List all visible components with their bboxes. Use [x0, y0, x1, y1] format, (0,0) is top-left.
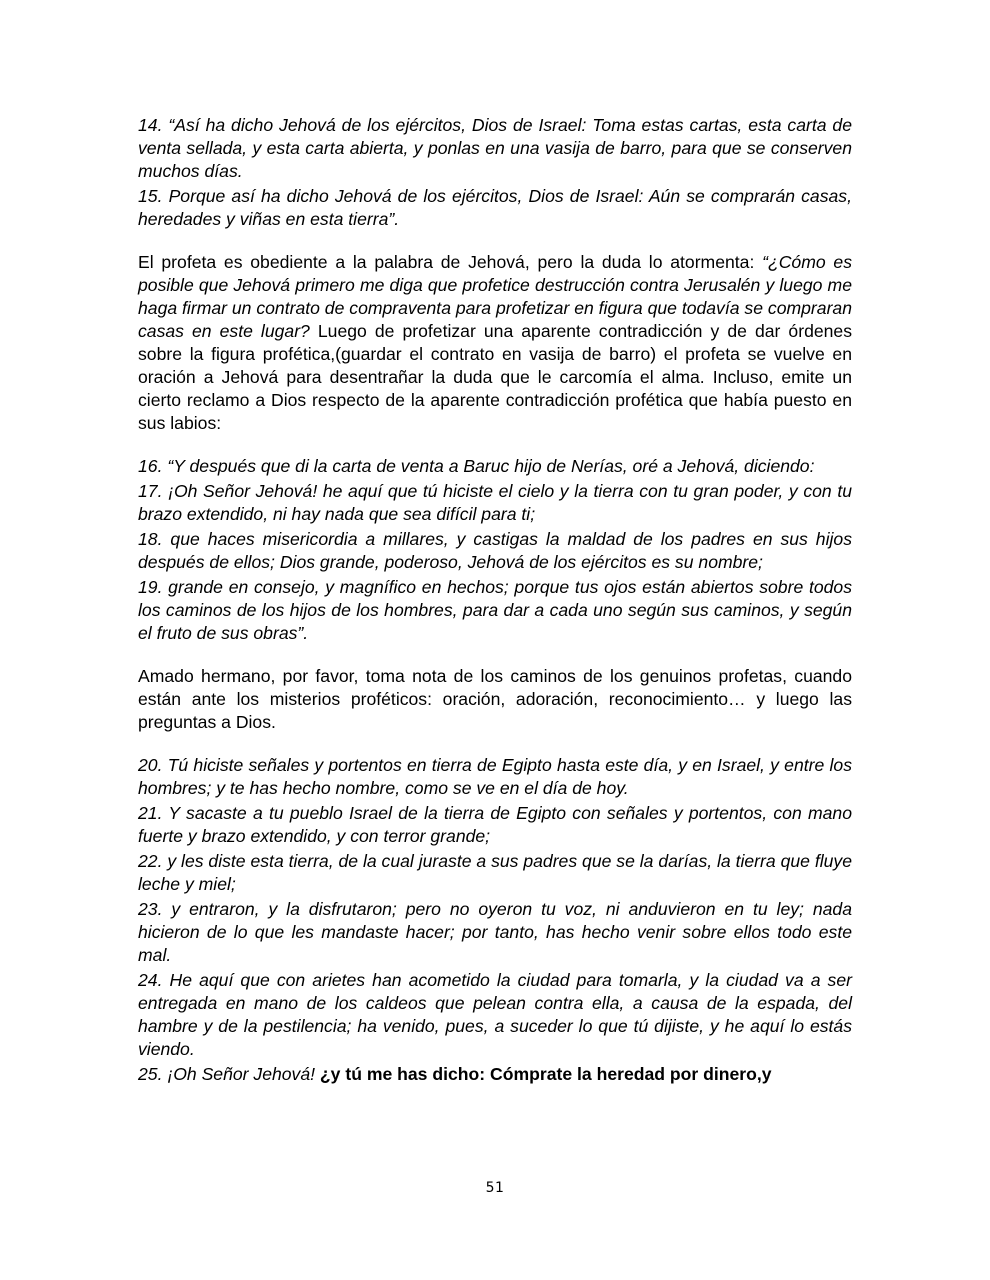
- verse-15: 15. Porque así ha dicho Jehová de los ejércitos, Dios de Israel: Aún se comprarán casas, heredades y viñas en esta tierra”.: [138, 186, 852, 229]
- commentary-paragraph-2: Amado hermano, por favor, toma nota de los caminos de los genuinos profetas, cuando están ante los misterios proféticos: oración, adoración, reconocimiento… y luego las preguntas a Dios.: [138, 666, 852, 732]
- page-body: [138, 114, 852, 1088]
- verse-18: 18. que haces misericordia a millares, y castigas la maldad de los padres en sus hijos después de ellos; Dios grande, poderoso, Jehová de los ejércitos es su nombre;: [138, 529, 852, 572]
- verse-22: 22. y les diste esta tierra, de la cual juraste a sus padres que se la darías, la tierra que fluye leche y miel;: [138, 851, 852, 894]
- verse-17: 17. ¡Oh Señor Jehová! he aquí que tú hiciste el cielo y la tierra con tu gran poder, y con tu brazo extendido, ni hay nada que sea difícil para ti;: [138, 481, 852, 524]
- verse-23: 23. y entraron, y la disfrutaron; pero no oyeron tu voz, ni anduvieron en tu ley; nada hicieron de lo que les mandaste hacer; por tanto, has hecho venir sobre ellos todo este mal.: [138, 899, 852, 965]
- commentary-rest: Luego de profetizar una aparente contradicción y de dar órdenes sobre la figura profética,(guardar el contrato en vasija de barro) el profeta se vuelve en oración a Jehová para desentrañar la duda que le carcomía el alma. Incluso, emite un cierto reclamo a Dios respecto de la aparente contradicción profética que había puesto en sus labios:: [138, 321, 853, 433]
- verse-25: [138, 1063, 852, 1086]
- commentary-lead: El profeta es obediente a la palabra de Jehová, pero la duda lo atormenta:: [138, 252, 763, 272]
- verse-24: 24. He aquí que con arietes han acometido la ciudad para tomarla, y la ciudad va a ser entregada en mano de los caldeos que pelean contra ella, a causa de la espada, del hambre y de la pestilencia; ha venido, pues, a suceder lo que tú dijiste, y he aquí lo estás viendo.: [138, 970, 852, 1059]
- verse-19: 19. grande en consejo, y magnífico en hechos; porque tus ojos están abiertos sobre todos los caminos de los hijos de los hombres, para dar a cada uno según sus caminos, y según el fruto de sus obras”.: [138, 577, 852, 643]
- verse-21: 21. Y sacaste a tu pueblo Israel de la tierra de Egipto con señales y portentos, con mano fuerte y brazo extendido, y con terror grande;: [138, 803, 852, 846]
- verse-16: 16. “Y después que di la carta de venta a Baruc hijo de Nerías, oré a Jehová, diciendo:: [138, 456, 815, 476]
- verse-14: 14. “Así ha dicho Jehová de los ejércitos, Dios de Israel: Toma estas cartas, esta carta de venta sellada, y esta carta abierta, y ponlas en una vasija de barro, para que se conserven muchos días.: [138, 115, 852, 181]
- verse-25-bold: ¿y tú me has dicho: Cómprate la heredad por dinero,y: [319, 1064, 772, 1084]
- commentary-quote: “¿Cómo es posible que Jehová primero me diga que profetice destrucción contra Jerusalén y luego me haga firmar un contrato de compraventa para profetizar en figura que todavía se compraran casas en este lugar?: [138, 252, 852, 341]
- page-number: 51: [485, 1180, 505, 1196]
- verse-25-italic: 25. ¡Oh Señor Jehová!: [138, 1064, 320, 1084]
- commentary-paragraph-1: [138, 251, 852, 435]
- verse-20: 20. Tú hiciste señales y portentos en tierra de Egipto hasta este día, y en Israel, y entre los hombres; y te has hecho nombre, como se ve en el día de hoy.: [138, 755, 852, 798]
